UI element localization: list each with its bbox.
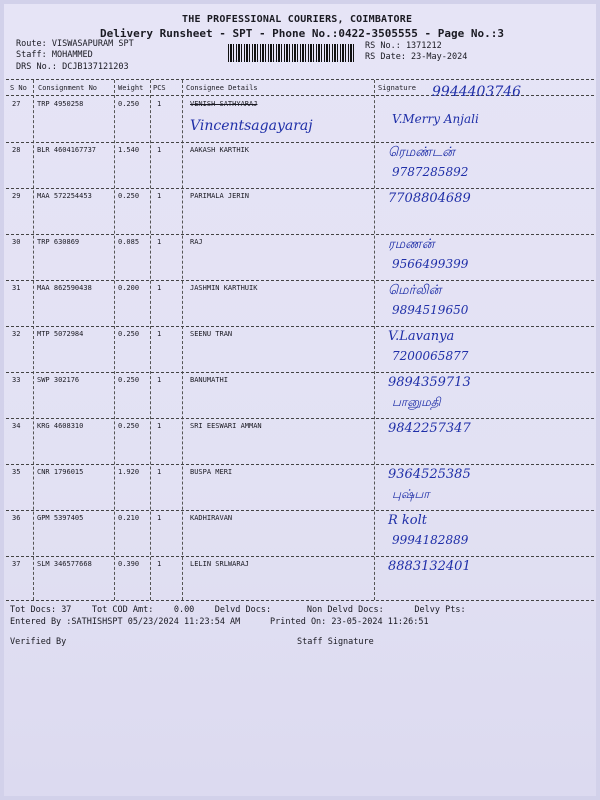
row-weight: 1.540 xyxy=(118,146,140,154)
row-consignment-no: BLR 4604167737 xyxy=(37,146,97,154)
tot-cod-value: 0.00 xyxy=(173,605,195,615)
row-consignee-name: JASHMIN KARTHUIK xyxy=(190,284,258,292)
row-consignee-name: SEENU TRAN xyxy=(190,330,233,338)
row-signature-line1: மெர்லின் xyxy=(388,283,442,298)
row-divider xyxy=(6,234,594,235)
row-consignee-name: RAJ xyxy=(190,238,203,246)
row-pcs: 1 xyxy=(157,238,162,246)
staff-value: MOHAMMED xyxy=(51,50,93,60)
col-weight: Weight xyxy=(118,84,144,92)
row-pcs: 1 xyxy=(157,560,162,568)
table-bottom-rule xyxy=(6,600,594,601)
row-consignee-name: KADHIRAVAN xyxy=(190,514,233,522)
row-sno: 37 xyxy=(12,560,21,568)
row-pcs: 1 xyxy=(157,192,162,200)
row-signature-line2: 9566499399 xyxy=(392,257,469,271)
entered-by: Entered By :SATHISHSPT 05/23/2024 11:23:54 AM xyxy=(10,617,241,627)
row-signature-line1: 9944403746 xyxy=(432,84,522,100)
drs-line xyxy=(16,62,129,72)
row-divider xyxy=(6,510,594,511)
row-signature-line2: புஷ்பா xyxy=(392,487,430,501)
row-weight: 0.250 xyxy=(118,100,140,108)
row-sno: 36 xyxy=(12,514,21,522)
row-signature-line1: R kolt xyxy=(388,513,428,528)
row-weight: 0.210 xyxy=(118,514,140,522)
row-weight: 0.250 xyxy=(118,376,140,384)
verified-by: Verified By xyxy=(10,637,67,647)
row-sno: 35 xyxy=(12,468,21,476)
row-signature-line1: 7708804689 xyxy=(388,191,471,206)
row-weight: 0.250 xyxy=(118,422,140,430)
row-consignee-name: SRI EESWARI AMMAN xyxy=(190,422,262,430)
delvy-pts: Delvy Pts: xyxy=(414,605,466,615)
row-consignee-name: LELIN SRLWARAJ xyxy=(190,560,250,568)
row-consignment-no: GPM 5397405 xyxy=(37,514,84,522)
row-consignment-no: MAA 862590438 xyxy=(37,284,92,292)
col-sno: S No xyxy=(10,84,27,92)
row-pcs: 1 xyxy=(157,284,162,292)
col-divider xyxy=(374,80,375,600)
totals-line xyxy=(10,605,466,615)
row-weight: 1.920 xyxy=(118,468,140,476)
col-signature: Signature xyxy=(378,84,416,92)
row-sno: 31 xyxy=(12,284,21,292)
row-divider xyxy=(6,556,594,557)
row-sno: 34 xyxy=(12,422,21,430)
row-signature-line2: 9994182889 xyxy=(392,533,469,547)
drs-value: DCJB137121203 xyxy=(62,62,129,72)
rs-number: RS No.: 1371212 xyxy=(365,41,442,51)
row-signature-line2: 9894519650 xyxy=(392,303,469,317)
row-signature-line2: 7200065877 xyxy=(392,349,469,363)
row-consignment-no: SLM 346577668 xyxy=(37,560,92,568)
tot-docs-value: 37 xyxy=(61,605,72,615)
row-pcs: 1 xyxy=(157,376,162,384)
row-pcs: 1 xyxy=(157,146,162,154)
row-sno: 33 xyxy=(12,376,21,384)
row-pcs: 1 xyxy=(157,514,162,522)
row-sno: 28 xyxy=(12,146,21,154)
col-divider xyxy=(33,80,34,600)
row-signature-line1: 9364525385 xyxy=(388,467,471,482)
col-consignee: Consignee Details xyxy=(186,84,258,92)
route-label: Route: xyxy=(16,39,47,49)
barcode xyxy=(228,44,354,62)
row-consignment-no: CNR 1796015 xyxy=(37,468,84,476)
row-consignment-no: MTP 5072984 xyxy=(37,330,84,338)
row-divider xyxy=(6,418,594,419)
row-consignee-name: BUSPA MERI xyxy=(190,468,233,476)
row-signature-line1: 8883132401 xyxy=(388,559,471,574)
company-title: THE PROFESSIONAL COURIERS, COIMBATORE xyxy=(182,14,413,25)
col-pcs: PCS xyxy=(153,84,166,92)
row-divider xyxy=(6,464,594,465)
row-pcs: 1 xyxy=(157,468,162,476)
col-consignment: Consignment No xyxy=(38,84,98,92)
drs-label: DRS No.: xyxy=(16,62,57,72)
staff-signature: Staff Signature xyxy=(297,637,374,647)
row-weight: 0.250 xyxy=(118,330,140,338)
row-consignment-no: KRG 4608310 xyxy=(37,422,84,430)
non-delvd-docs: Non Delvd Docs: xyxy=(306,605,384,615)
row-consignment-no: MAA 572254453 xyxy=(37,192,92,200)
row-consignee-name: AAKASH KARTHIK xyxy=(190,146,250,154)
row-sno: 30 xyxy=(12,238,21,246)
row-consignee-handwritten: Vincentsagayaraj xyxy=(190,118,313,134)
tot-docs-label: Tot Docs: xyxy=(10,605,57,615)
rs-date: RS Date: 23-May-2024 xyxy=(365,52,468,62)
row-signature-line2: V.Merry Anjali xyxy=(392,112,479,126)
row-divider xyxy=(6,142,594,143)
printed-on: Printed On: 23-05-2024 11:26:51 xyxy=(270,617,429,627)
row-consignee-name: BANUMATHI xyxy=(190,376,228,384)
row-weight: 0.200 xyxy=(118,284,140,292)
row-sno: 27 xyxy=(12,100,21,108)
header-top-rule xyxy=(6,79,594,80)
row-signature-line1: V.Lavanya xyxy=(388,329,455,344)
row-signature-line1: 9842257347 xyxy=(388,421,471,436)
route-line xyxy=(16,39,134,49)
row-divider xyxy=(6,372,594,373)
tot-cod-label: Tot COD Amt: xyxy=(91,605,154,615)
col-divider xyxy=(182,80,183,600)
staff-line xyxy=(16,50,93,60)
row-weight: 0.250 xyxy=(118,192,140,200)
route-value: VISWASAPURAM SPT xyxy=(51,39,134,49)
row-signature-line2: பானுமதி xyxy=(392,395,441,409)
staff-label: Staff: xyxy=(16,50,47,60)
runsheet-subtitle: Delivery Runsheet - SPT - Phone No.:0422-3505555 - Page No.:3 xyxy=(100,27,504,40)
row-consignment-no: SWP 302176 xyxy=(37,376,80,384)
row-consignment-no: TRP 4950258 xyxy=(37,100,84,108)
delvd-docs: Delvd Docs: xyxy=(214,605,272,615)
row-pcs: 1 xyxy=(157,330,162,338)
col-divider xyxy=(114,80,115,600)
row-sno: 29 xyxy=(12,192,21,200)
row-signature-line2: 9787285892 xyxy=(392,165,469,179)
row-signature-line1: ரமணன் xyxy=(388,237,435,252)
row-pcs: 1 xyxy=(157,100,162,108)
row-sno: 32 xyxy=(12,330,21,338)
row-divider xyxy=(6,188,594,189)
row-signature-line1: 9894359713 xyxy=(388,375,471,390)
row-weight: 0.085 xyxy=(118,238,140,246)
row-divider xyxy=(6,326,594,327)
col-divider xyxy=(150,80,151,600)
row-divider xyxy=(6,280,594,281)
row-pcs: 1 xyxy=(157,422,162,430)
row-consignment-no: TRP 630869 xyxy=(37,238,80,246)
row-consignee-name: VENISH SATHYARAJ xyxy=(190,100,258,108)
row-weight: 0.390 xyxy=(118,560,140,568)
row-signature-line1: ரெமண்டன் xyxy=(388,145,455,160)
row-consignee-name: PARIMALA JERIN xyxy=(190,192,250,200)
